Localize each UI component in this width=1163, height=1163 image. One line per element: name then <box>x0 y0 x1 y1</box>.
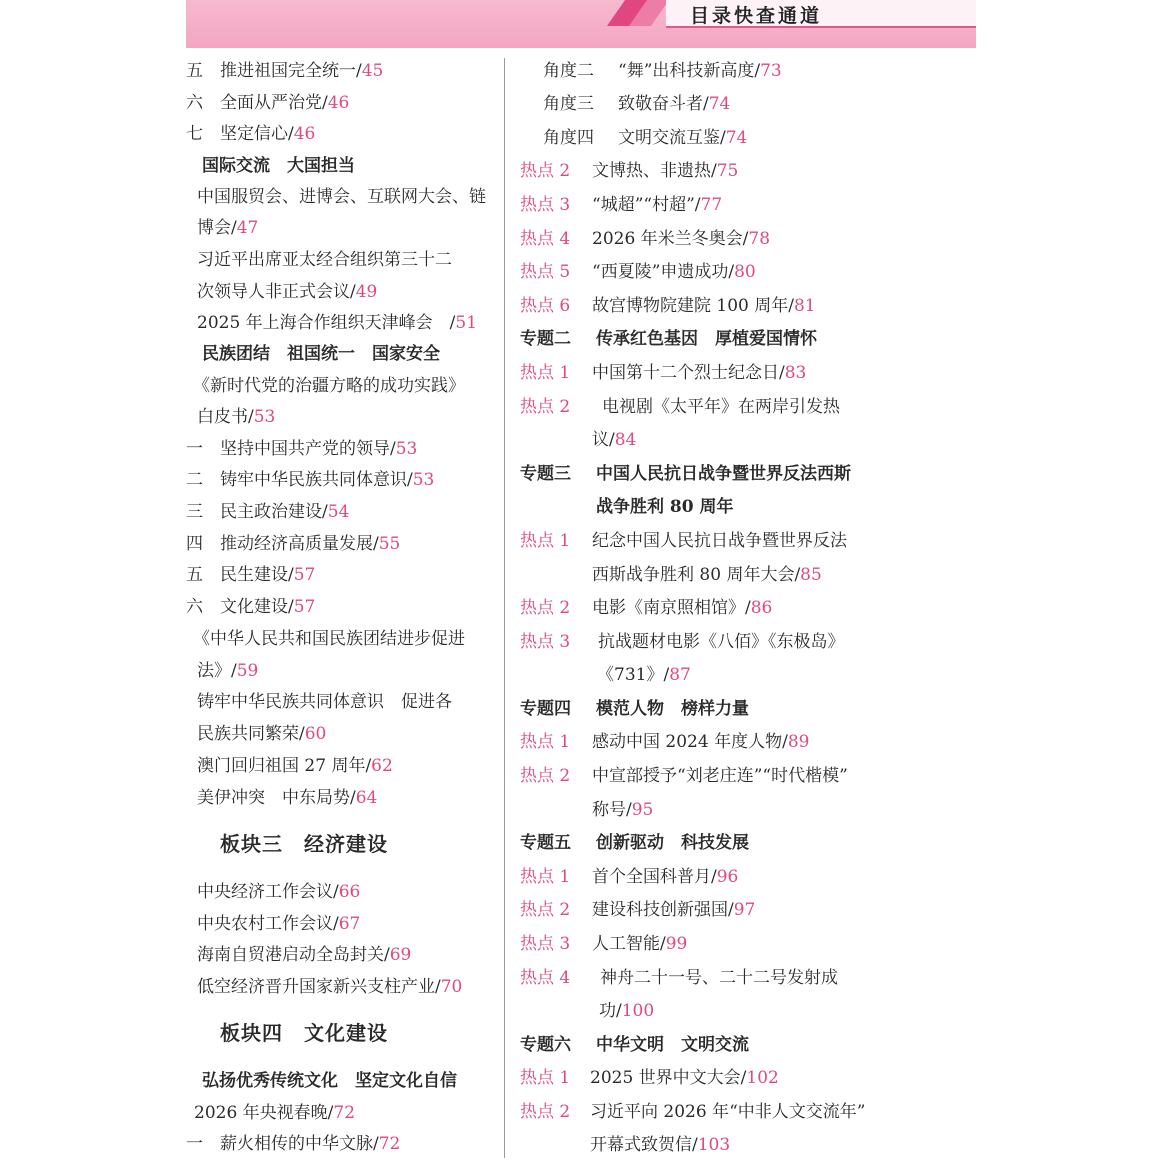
toc-entry[interactable]: 热点 3 抗战题材电影《八佰》《东极岛》 <box>520 632 845 652</box>
toc-entry[interactable]: 五 推进祖国完全统一/45 <box>186 61 384 81</box>
toc-entry[interactable]: 美伊冲突 中东局势/64 <box>197 788 378 808</box>
toc-entry[interactable]: 低空经济晋升国家新兴支柱产业/70 <box>197 977 463 997</box>
toc-entry[interactable]: 《新时代党的治疆方略的成功实践》 <box>193 376 465 396</box>
toc-entry[interactable]: 角度二 “舞”出科技新高度/73 <box>543 61 782 81</box>
toc-entry[interactable]: 法》/59 <box>197 661 259 681</box>
toc-entry[interactable]: 热点 6 故宫博物院建院 100 周年/81 <box>520 296 816 316</box>
section-heading: 弘扬优秀传统文化 坚定文化自信 <box>202 1071 457 1091</box>
toc-entry[interactable]: 五 民生建设/57 <box>186 565 316 585</box>
toc-entry[interactable]: 海南自贸港启动全岛封关/69 <box>197 945 412 965</box>
toc-entry[interactable]: 热点 1 首个全国科普月/96 <box>520 867 739 887</box>
toc-entry[interactable]: 热点 2 习近平向 2026 年“中非人文交流年” <box>520 1102 866 1122</box>
toc-entry[interactable]: 热点 2 电视剧《太平年》在两岸引发热 <box>520 397 840 417</box>
toc-entry[interactable]: 热点 2 建设科技创新强国/97 <box>520 900 756 920</box>
toc-entry[interactable]: 西斯战争胜利 80 周年大会/85 <box>592 565 822 585</box>
toc-entry[interactable]: 2026 年央视春晚/72 <box>194 1103 356 1123</box>
toc-entry[interactable]: 白皮书/53 <box>197 407 276 427</box>
toc-entry[interactable]: 热点 1 感动中国 2024 年度人物/89 <box>520 732 810 752</box>
topic-heading: 专题三 中国人民抗日战争暨世界反法西斯 <box>520 464 851 484</box>
toc-entry[interactable]: 热点 2 文博热、非遗热/75 <box>520 161 739 181</box>
toc-entry[interactable]: 热点 1 纪念中国人民抗日战争暨世界反法 <box>520 531 847 551</box>
toc-entry[interactable]: 一 坚持中国共产党的领导/53 <box>186 439 418 459</box>
toc-entry[interactable]: 二 铸牢中华民族共同体意识/53 <box>186 470 435 490</box>
toc-entry[interactable]: 六 文化建设/57 <box>186 597 316 617</box>
toc-entry[interactable]: 热点 1 中国第十二个烈士纪念日/83 <box>520 363 807 383</box>
toc-entry[interactable]: 六 全面从严治党/46 <box>186 93 350 113</box>
topic-heading: 专题二 传承红色基因 厚植爱国情怀 <box>520 329 817 349</box>
toc-entry[interactable]: 热点 3 “城超”“村超”/77 <box>520 195 723 215</box>
toc-entry[interactable]: 开幕式致贺信/103 <box>590 1135 731 1155</box>
toc-entry[interactable]: 热点 5 “西夏陵”申遗成功/80 <box>520 262 756 282</box>
toc-entry[interactable]: 功/100 <box>599 1001 655 1021</box>
toc-entry[interactable]: 称号/95 <box>592 800 654 820</box>
toc-entry[interactable]: 中国服贸会、进博会、互联网大会、链 <box>197 187 486 207</box>
column-divider <box>504 58 505 1158</box>
toc-entry[interactable]: 热点 1 2025 世界中文大会/102 <box>520 1068 779 1088</box>
toc-entry[interactable]: 角度三 致敬奋斗者/74 <box>543 94 731 114</box>
topic-heading: 专题四 模范人物 榜样力量 <box>520 699 749 719</box>
toc-entry[interactable]: 热点 2 中宣部授予“刘老庄连”“时代楷模” <box>520 766 848 786</box>
toc-entry[interactable]: 博会/47 <box>197 218 259 238</box>
header-band <box>186 0 976 48</box>
toc-entry[interactable]: 议/84 <box>592 430 637 450</box>
toc-entry[interactable]: 四 推动经济高质量发展/55 <box>186 534 401 554</box>
toc-entry[interactable]: 一 薪火相传的中华文脉/72 <box>186 1134 401 1154</box>
toc-entry[interactable]: 热点 4 神舟二十一号、二十二号发射成 <box>520 968 838 988</box>
toc-entry[interactable]: 习近平出席亚太经合组织第三十二 <box>197 250 452 270</box>
toc-entry[interactable]: 中央农村工作会议/67 <box>197 914 361 934</box>
toc-entry[interactable]: 热点 2 电影《南京照相馆》/86 <box>520 598 773 618</box>
toc-entry[interactable]: 次领导人非正式会议/49 <box>197 282 378 302</box>
toc-entry[interactable]: 《731》/87 <box>597 665 691 685</box>
topic-heading: 专题六 中华文明 文明交流 <box>520 1035 749 1055</box>
block-heading: 板块三 经济建设 <box>220 832 388 856</box>
section-heading: 民族团结 祖国统一 国家安全 <box>202 344 440 364</box>
topic-heading: 战争胜利 80 周年 <box>596 497 734 517</box>
toc-entry[interactable]: 三 民主政治建设/54 <box>186 502 350 522</box>
toc-entry[interactable]: 角度四 文明交流互鉴/74 <box>543 128 748 148</box>
toc-entry[interactable]: 中央经济工作会议/66 <box>197 882 361 902</box>
toc-entry[interactable]: 热点 3 人工智能/99 <box>520 934 688 954</box>
block-heading: 板块四 文化建设 <box>220 1021 388 1045</box>
toc-entry[interactable]: 民族共同繁荣/60 <box>197 724 327 744</box>
toc-entry[interactable]: 《中华人民共和国民族团结进步促进 <box>193 629 465 649</box>
toc-entry[interactable]: 2025 年上海合作组织天津峰会 /51 <box>197 313 478 333</box>
header-title: 目录快查通道 <box>690 5 823 27</box>
toc-entry[interactable]: 热点 4 2026 年米兰冬奥会/78 <box>520 229 771 249</box>
topic-heading: 专题五 创新驱动 科技发展 <box>520 833 749 853</box>
toc-entry[interactable]: 七 坚定信心/46 <box>186 124 316 144</box>
toc-entry[interactable]: 澳门回归祖国 27 周年/62 <box>197 756 393 776</box>
section-heading: 国际交流 大国担当 <box>202 156 355 176</box>
toc-entry[interactable]: 铸牢中华民族共同体意识 促进各 <box>197 692 452 712</box>
